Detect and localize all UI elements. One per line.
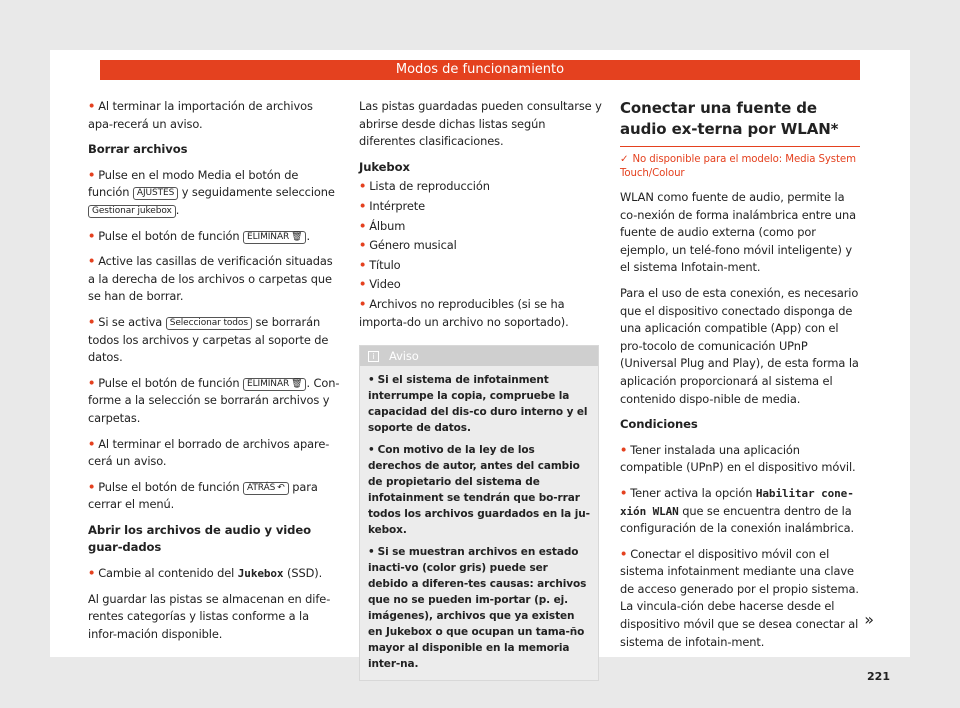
bullet-item: • Conectar el dispositivo móvil con el sistema infotainment mediante una clave de acceso generado por el propio sistema. La vincula-ción debe hacerse desde el dispositivo móvil que se desea conectar al sistema de infotain-ment. [620, 546, 859, 649]
page-number: 221 [867, 670, 890, 683]
bullet-icon: • [359, 218, 367, 233]
subheading-open-files: Abrir los archivos de audio y video guar-dados [88, 522, 311, 555]
back-arrow-icon: ↶ [277, 482, 285, 493]
bullet-item: • Active las casillas de verificación situadas a la derecha de los archivos o carpetas que se han de borrar. [88, 254, 333, 304]
bullet-icon: • [88, 436, 96, 451]
jukebox-categories-list [359, 178, 603, 331]
bullet-item: • Al terminar el borrado de archivos apare-cerá un aviso. [88, 436, 330, 469]
back-button-label: ATRÁS ↶ [243, 482, 289, 495]
notice-header: i Aviso [360, 346, 598, 366]
subheading-delete: Borrar archivos [88, 142, 188, 157]
list-item: • Género musical [359, 238, 457, 253]
bullet-icon: • [359, 277, 367, 292]
trash-icon: 🗑 [291, 231, 303, 242]
list-item: • Título [359, 257, 401, 272]
bullet-icon: • [88, 566, 96, 581]
list-item: • Archivos no reproducibles (si se ha importa-do un archivo no soportado). [359, 296, 569, 329]
bullet-icon: • [368, 546, 375, 559]
bullet-icon: • [368, 374, 375, 387]
manual-page [50, 50, 910, 683]
trash-icon: 🗑 [291, 378, 303, 389]
list-item: • Álbum [359, 218, 406, 233]
delete-button-label: ELIMINAR 🗑 [243, 378, 306, 391]
wlan-option-label: Habilitar cone-xión WLAN [620, 486, 854, 518]
bullet-icon: • [359, 238, 367, 253]
continue-marker: » [864, 610, 874, 629]
bullet-item: • Pulse el botón de función ELIMINAR 🗑 . Con-forme a la selección se borrarán archivos y carpetas. [88, 375, 340, 425]
page-header: Modos de funcionamiento [100, 60, 860, 80]
notice-item: • Si se muestran archivos en estado inacti-vo (color gris) puede ser debido a diferen-tes causas: archivos que no se pueden im-portar (p. ej. imágenes), archivos que ya existen en Jukebox o que ocupan un tama-ño mayor al disponible en la memoria inter-na. [368, 546, 587, 671]
bullet-item: • Pulse el botón de función ELIMINAR 🗑 . [88, 228, 311, 243]
settings-button-label: AJUSTES [133, 187, 178, 200]
subheading-conditions: Condiciones [620, 417, 698, 432]
availability-note: ✓ No disponible para el modelo: Media System Touch/Colour [620, 154, 856, 179]
notice-box [359, 345, 599, 681]
paragraph: Las pistas guardadas pueden consultarse y abrirse desde dichas listas según diferentes clasificaciones. [359, 99, 602, 149]
bullet-icon: • [359, 179, 367, 194]
notice-body [360, 366, 598, 680]
bullet-icon: • [359, 198, 367, 213]
paragraph: Al guardar las pistas se almacenan en dife-rentes categorías y listas conforme a la infor-mación disponible. [88, 591, 331, 641]
list-item: • Video [359, 277, 401, 292]
notice-item: • Con motivo de la ley de los derechos de autor, antes del cambio de propietario del sistema de infotainment se tendrán que bo-rrar todos los archivos guardados en la ju-kebox. [368, 444, 590, 537]
bullet-icon: • [620, 442, 628, 457]
bullet-icon: • [620, 546, 628, 561]
bullet-item: • Pulse el botón de función ATRÁS ↶ para cerrar el menú. [88, 479, 318, 512]
list-item: • Intérprete [359, 198, 426, 213]
bullet-icon: • [359, 296, 367, 311]
bullet-icon: • [88, 99, 96, 113]
bullet-icon: • [620, 485, 628, 500]
delete-button-label: ELIMINAR 🗑 [243, 231, 306, 244]
manage-jukebox-button-label: Gestionar jukebox [88, 205, 176, 218]
column-left [88, 98, 340, 651]
bullet-item: • Pulse en el modo Media el botón de función AJUSTES y seguidamente seleccione Gestionar jukebox . [88, 167, 335, 217]
jukebox-label: Jukebox [237, 567, 284, 581]
subheading-jukebox: Jukebox [359, 159, 410, 174]
bullet-item: • Si se activa Seleccionar todos se borrarán todos los archivos y carpetas al soporte de datos. [88, 314, 329, 365]
bullet-icon: • [88, 228, 96, 243]
bullet-item: • Tener instalada una aplicación compatible (UPnP) en el dispositivo móvil. [620, 442, 856, 475]
bullet-item: • Al terminar la importación de archivos apa-recerá un aviso. [88, 99, 313, 131]
paragraph: Para el uso de esta conexión, es necesario que el dispositivo conectado disponga de una aplicación compatible (App) con el pro-tocolo de comunicación UPnP (Universal Plug and Play), de esta forma la aplicación proporcionará al sistema el contenido dispo-nible de media. [620, 285, 859, 406]
select-all-button-label: Seleccionar todos [166, 317, 252, 330]
list-item: • Lista de reproducción [359, 179, 490, 194]
bullet-icon: • [88, 314, 96, 329]
bullet-icon: • [88, 254, 96, 269]
bullet-item: • Tener activa la opción Habilitar cone-xión WLAN que se encuentra dentro de la configuración de la conexión inalámbrica. [620, 485, 855, 536]
bullet-icon: • [88, 167, 96, 182]
bullet-icon: • [368, 444, 375, 457]
bullet-icon: • [88, 375, 96, 390]
info-icon: i [368, 351, 379, 362]
column-right [620, 98, 860, 659]
bullet-icon: • [359, 257, 367, 272]
bullet-icon: • [88, 479, 96, 494]
notice-item: • Si el sistema de infotainment interrumpe la copia, compruebe la capacidad del dis-co duro interno y el soporte de datos. [368, 374, 588, 435]
column-middle [359, 98, 603, 681]
bullet-item: • Cambie al contenido del Jukebox (SSD). [88, 566, 323, 581]
paragraph: WLAN como fuente de audio, permite la co-nexión de forma inalámbrica entre una fuente de audio externa (como por ejemplo, un telé-fono móvil inteligente) y el sistema Infotain-ment. [620, 190, 857, 275]
section-title: Conectar una fuente de audio ex-terna por WLAN* [620, 98, 860, 147]
check-icon: ✓ [620, 154, 629, 165]
